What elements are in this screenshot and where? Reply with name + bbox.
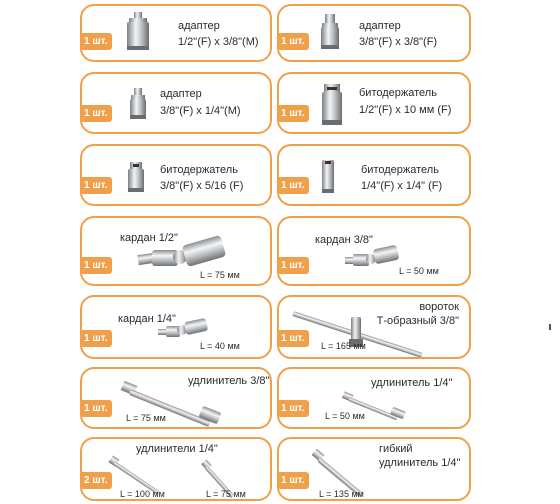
universal-joint-icon <box>158 313 214 341</box>
item-card-flex-extension <box>277 437 471 501</box>
item-name: адаптер <box>160 88 202 100</box>
item-name: кардан 1/4" <box>118 313 176 325</box>
item-card-adapter-2 <box>277 4 471 62</box>
item-spec: 3/8"(F) x 5/16 (F) <box>160 180 244 192</box>
item-name: битодержатель <box>160 164 238 176</box>
item-card-tbar <box>277 295 471 359</box>
item-name: кардан 1/2" <box>120 232 178 244</box>
length-label: L = 135 мм <box>319 489 364 499</box>
item-name: гибкий <box>379 443 413 455</box>
length-label-2: L = 75 мм <box>206 489 246 499</box>
quantity-badge: 1 шт. <box>277 330 309 347</box>
length-label: L = 40 мм <box>200 341 240 351</box>
item-card-extension-2 <box>277 367 471 429</box>
item-spec: 3/8"(F) x 3/8"(F) <box>359 36 438 48</box>
universal-joint-icon <box>138 228 238 270</box>
quantity-badge: 1 шт. <box>80 257 112 274</box>
quantity-badge: 2 шт. <box>80 472 112 489</box>
item-spec: удлинитель 1/4" <box>379 457 461 469</box>
item-card-extension-1 <box>80 367 272 429</box>
item-name: адаптер <box>359 20 401 32</box>
bit-holder-icon <box>321 160 335 196</box>
quantity-badge: 1 шт. <box>277 400 309 417</box>
item-card-bitholder-3 <box>277 144 471 206</box>
adapter-icon <box>128 88 148 122</box>
quantity-badge: 1 шт. <box>80 33 112 50</box>
adapter-icon <box>319 14 341 52</box>
quantity-badge: 1 шт. <box>277 105 309 122</box>
item-spec: 1/4"(F) x 1/4" (F) <box>361 180 443 192</box>
item-card-ujoint-2 <box>277 216 471 286</box>
length-label: L = 100 мм <box>120 489 165 499</box>
bit-holder-icon <box>321 84 343 128</box>
item-name: битодержатель <box>359 87 437 99</box>
item-name: вороток <box>419 301 459 313</box>
item-card-extensions-3 <box>80 437 272 501</box>
quantity-badge: 1 шт. <box>80 400 112 417</box>
item-name: адаптер <box>178 20 220 32</box>
quantity-badge: 1 шт. <box>80 330 112 347</box>
length-label: L = 75 мм <box>126 413 166 423</box>
item-card-adapter-1 <box>80 4 272 62</box>
quantity-badge: 1 шт. <box>80 177 112 194</box>
length-label: L = 50 мм <box>325 411 365 421</box>
length-label: L = 75 мм <box>200 270 240 280</box>
item-name: удлинитель 1/4" <box>371 377 453 389</box>
item-spec: 1/2"(F) x 10 мм (F) <box>359 104 452 116</box>
item-card-ujoint-3 <box>80 295 272 359</box>
item-name: битодержатель <box>361 164 439 176</box>
item-spec: 1/2"(F) x 3/8"(M) <box>178 36 259 48</box>
quantity-badge: 1 шт. <box>80 105 112 122</box>
item-card-bitholder-1 <box>277 72 471 134</box>
item-card-adapter-3 <box>80 72 272 134</box>
length-label: L = 165 мм <box>321 341 366 351</box>
quantity-badge: 1 шт. <box>277 33 309 50</box>
item-card-bitholder-2 <box>80 144 272 206</box>
item-card-ujoint-1 <box>80 216 272 286</box>
quantity-badge: 1 шт. <box>277 472 309 489</box>
item-spec: Т-образный 3/8" <box>376 315 459 327</box>
item-name: кардан 3/8" <box>315 234 373 246</box>
quantity-badge: 1 шт. <box>277 177 309 194</box>
item-name: удлинитель 3/8" <box>188 375 270 387</box>
bit-holder-icon <box>127 162 145 196</box>
item-name: удлинители 1/4" <box>136 443 218 455</box>
item-spec: 3/8"(F) x 1/4"(M) <box>160 105 241 117</box>
quantity-badge: 1 шт. <box>277 257 309 274</box>
universal-joint-icon <box>345 240 405 270</box>
adapter-icon <box>125 12 151 52</box>
length-label: L = 50 мм <box>399 266 439 276</box>
edge-mark <box>549 324 551 330</box>
